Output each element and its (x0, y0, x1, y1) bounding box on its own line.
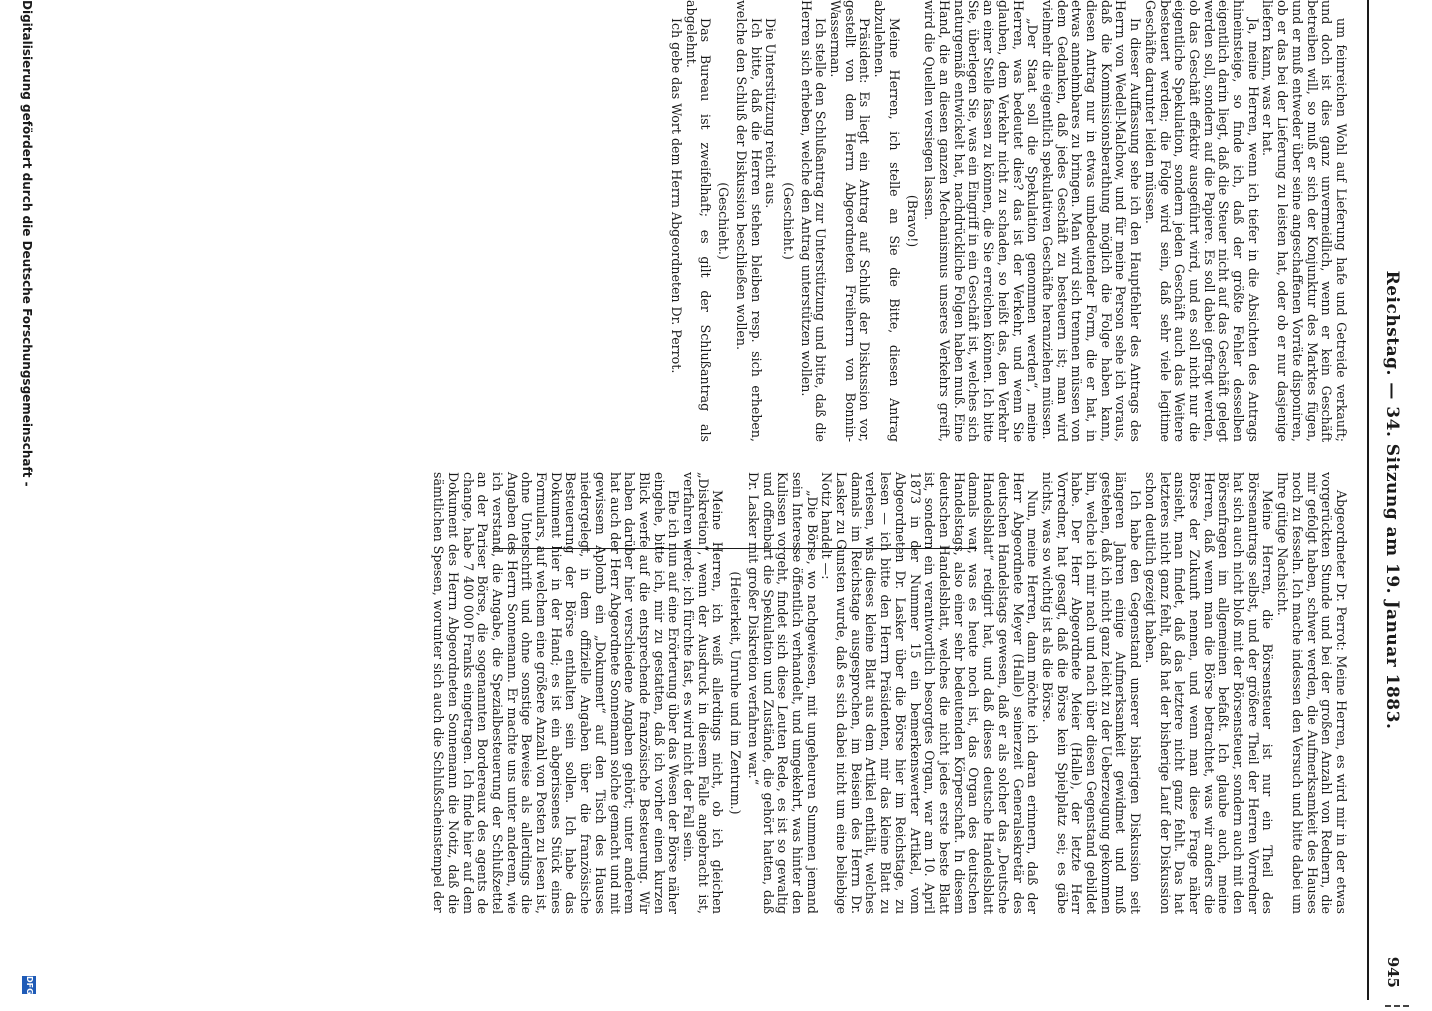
right-paragraph: Ich habe den Gegenstand unserer bisherigen Diskussion seit längeren Jahren einige Aufmerksamkeit gewidmet und muß gestehen, daß ich nicht ganz leicht zu der Ueberzeugung gekommen bin, welche ich mir nach und nach über diesen Gegenstand gebildet habe. Der Herr Abgeordnete Meier (Halle), der letzte Herr Vorredner, hat gesagt, daß die Börse kein Spielplatz sei; es gäbe nichts, was so wichtig ist als die Börse. (1039, 472, 1144, 914)
left-paragraph: Meine Herren, ich stelle an Sie die Bitte, diesen Antrag abzulehnen. (872, 0, 902, 442)
digitization-note: Digitalisierung gefördert durch die Deutsche Forschungsgemeinschaft - (20, 0, 34, 487)
right-paragraph: Ehe ich nun auf eine Erörterung über das Wesen der Börse näher eingehe, bitte ich, mir zu gestatten, daß ich vorher einen kurzen Blick werfe auf die entsprechende französische Besteuerung. Wir haben darüber hier verschiedene Angaben gehört; unter anderem hat auch der Herr Abgeordnete Sonnemann solche gemacht und mit gewissem Aplomb ein „Dokument“ auf den Tisch des Hauses niedergelegt, in dem offizielle Angaben über die französische Besteuerung der Börse enthalten sein sollen. Ich habe das Dokument hier in der Hand; es ist ein abgerissenes Stück eines Formulars, auf welchem eine größere Anzahl von Posten zu lesen ist, ohne Unterschrift und ohne sonstige Beweise als allerdings die Angaben des Herrn Sonnemann. Er machte uns unter anderem, wie ich verstand, die Angabe, die Spezialbesteuerung der Schlußzettel an der Pariser Börse, die sogenannten Bordereaux des agents de change, habe 7 400 000 Franks eingetragen. Ich finde hier auf dem Dokument des Herrn Abgeordneten Sonnemann die Notiz, daß die sämtlichen Spesen, worunter sich auch die Schlußscheinstempel der (431, 472, 682, 914)
president-statement: Präsident: Es liegt ein Antrag auf Schluß der Diskussion vor, gestellt von dem Herrn Abgeordneten Freiherrn von Bonnin-Wasserman. (828, 0, 873, 442)
stage-direction: (Heiterkeit, Unruhe und im Zentrum.) (728, 571, 744, 815)
digitization-footer (14, 0, 34, 1000)
stage-direction: (Geschieht.) (716, 182, 732, 260)
quoted-passage: „Die Börse, wo nachgewiesen, mit ungeheuren Summen jemand sein Interesse öffentlich verhandelt, und umgekehrt, was hinter den Kulissen vorgeht, findet sich diese Leuten Rede, es ist so gewaltig und offenbart die Spekulation und Zustände, die gehört hatten, daß Dr. Lasker mit großer Diskretion verfahren war.“ (745, 472, 820, 914)
left-paragraph: Ja, meine Herren, wenn ich tiefer in die Absichten des Antrags hineinsteige, so finde ich, daß der größte Fehler desselben eigentlich darin liegt, daß die Steuer nicht auf das Geschäft gelegt werden soll, sondern auf die Papiere. Es soll dabei gefragt werden, ob das Geschäft effektiv ausgeführt wird, und es soll nicht nur die eigentliche Spekulation, sondern jeden Geschäft auch das Weitere besteuert werden; die Folge wird sein, daß sehr viele legitime Geschäfte darunter leiden müssen. (1142, 0, 1261, 442)
stage-direction: (Geschieht.) (780, 182, 796, 260)
vote-request: Ich bitte, daß die Herren stehen bleiben resp. sich erheben, welche den Schluß der Diskussion beschließen wollen. (733, 0, 764, 442)
support-result: Die Unterstützung reicht aus. (763, 18, 779, 209)
right-column (430, 472, 1348, 914)
vote-result: Das Bureau ist zweifelhaft; es gilt der Schlußantrag als abgelehnt. (683, 0, 714, 442)
right-paragraph: Meine Herren, ich weiß allerdings nicht, ob ich gleichen „Diskretion“, wenn der Ausdruck in diesem Falle angebracht ist, verfahren werde; ich fürchte fast, es wird nicht der Fall sein. (681, 472, 726, 914)
left-paragraph: um feinreichen Wohl auf Lieferung hafe und Getreide verkauft; und doch ist dies ganz unvermeidlich, wenn er kein Geschäft betreiben will, so muß er sich der Konjunktur des Marktes fügen, und er muß entweder über seine angeschaffenen Vorräte disponiren, ob er das bei der Lieferung zu leisten hat, oder ob er nur dasjenige liefern kann, was er hat. (1260, 0, 1349, 442)
support-request: Ich stelle den Schlußantrag zur Unterstützung und bitte, daß die Herren sich erheben, welche den Antrag unterstützen wollen. (798, 0, 829, 442)
left-paragraph: „Der Staat soll die Spekulation genommen werden“, meine Herren, was bedeutet dies? das ist der Verkehr, und wenn Sie glauben, dem Verkehr nicht zu schaden, so heißt das, den Verkehr an einer Stelle fassen zu können, die Sie erreichen können. Ich bitte Sie, überlegen Sie, was ein Eingriff in ein Geschäft ist, welches sich naturgemäß entwickelt hat, nachdrückliche Folgen haben muß. Eine Hand, die an diesen ganzen Mechanismus unseres Verkehrs greift, wird die Quellen versiegen lassen. (922, 0, 1041, 442)
right-paragraph: Meine Herren, die Börsensteuer ist nur ein Theil des Börsenantrags selbst, und der größere Theil der Herren Vorredner hat sich auch nicht bloß mit der Börsensteuer, sondern auch mit den Börsenfragen im allgemeinen befaßt. Ich glaube auch, meine Herren, daß wenn man die Börse betrachtet, was wir anders die Börse der Zukunft nennen, und wenn man diese Frage näher ansieht, man findet, daß das letztere nicht ganz fehlt. Das hat letzteres nicht ganz fehlt, daß hat der bisherige Lauf der Diskussion schon deutlich gezeigt haben. (1142, 472, 1276, 914)
right-paragraph: Abgeordneter Dr. Perrot: Meine Herren, es wird mir in der etwas vorgerückten Stunde und bei der großen Anzahl von Rednern, die mir gefolgt haben, schwer werden, die Aufmerksamkeit des Hauses noch zu fesseln. Ich mache indessen den Versuch und bitte dabei um Ihre gütige Nachsicht. (1275, 472, 1349, 914)
applause-note: (Bravo!) (904, 194, 920, 248)
dfg-logo: DFG (22, 976, 36, 994)
left-column (668, 0, 1348, 442)
header-rule (1367, 0, 1369, 1000)
header-title: Reichstag. — 34. Sitzung am 19. Januar 1883. (1382, 270, 1402, 730)
scan-edge-mark (1385, 992, 1415, 996)
running-header (1372, 0, 1412, 1000)
right-paragraph: Nun, meine Herren, dann möchte ich daran erinnern, daß der Herr Abgeordnete Meyer (Halle) seinerzeit Generalsekretär des deutschen Handelstags gewesen, daß er als solcher das „Deutsche Handelsblatt“ redigirt hat, und daß dieses deutsche Handelsblatt damals war, was es heute noch ist, das Organ des deutschen Handelstags, also einer sehr bedeutenden Körperschaft. In diesem deutschen Handelsblatt, welches die nicht jedes erste beste Blatt ist, sondern ein verantwortlich besorgtes Organ, war am 10. April 1873 in der Nummer 15 ein bemerkenswerter Artikel, vom Abgeordneten Dr. Lasker über die Börse hier im Reichstage, zu lesen — ich bitte den Herrn Präsidenten, mir das kleine Blatt zu verlesen, was dieses kleine Blatt aus dem Artikel enthält, welches damals im Reichstage ausgesprochen, im Beisein des Herrn Dr. Lasker zu Gunsten wurde, daß es sich dabei nicht um eine beliebige Notiz handelt —: (819, 472, 1041, 914)
left-paragraph: In dieser Auffassung sehe ich den Hauptfehler des Antrags des Herrn von Wedell-Malchow, und für meine Person sehe ich voraus, daß die Kommissionsberathung möglich die Folge haben kann, diesen Antrag nur in etwas umbedeutender Form, die er hat, in etwas annehmbares zu bringen. Man wird sich trennen müssen von dem Gedanken, daß jedes Geschäft zu besteuern ist; man wird vielmehr die eigentlich spekulativen Geschäfte heranziehen müssen. (1039, 0, 1144, 442)
next-speaker: Ich gebe das Wort dem Herrn Abgeordneten Dr. Perrot. (669, 18, 685, 374)
page-number: 945 (1384, 956, 1402, 988)
